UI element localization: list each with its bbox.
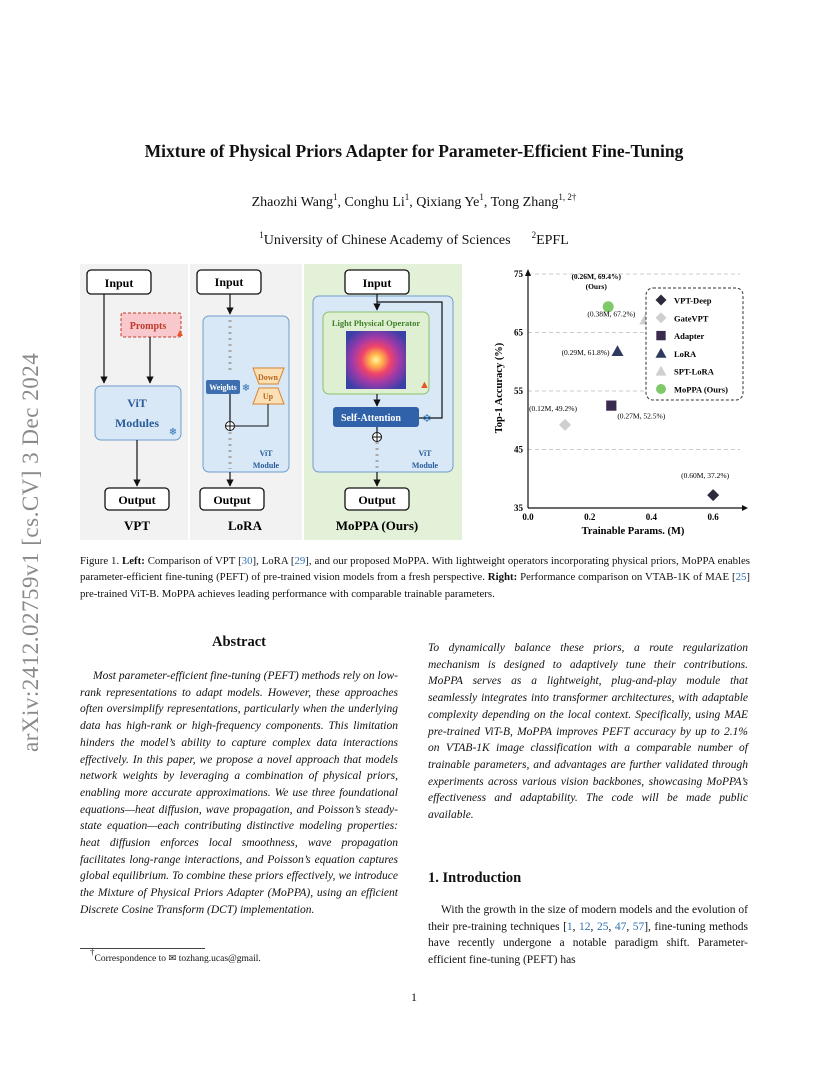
citation-link[interactable]: 12 (579, 920, 591, 933)
affiliation-name: University of Chinese Academy of Sciences (263, 233, 511, 248)
author-list: Zhaozhi Wang$^1$, Conghu Li$^1$, Qixiang Ye$^1$, Tong Zhang$^{1, 2\dagger}$ (251, 192, 577, 210)
affiliation-mark: 1 (259, 230, 264, 240)
intro-text: With the growth in the size of modern models and the evolution of their pre-training techniques [ (428, 904, 748, 933)
footnote-text: Correspondence to ✉ tozhang.ucas@gmail. (94, 954, 261, 964)
footnote (90, 947, 261, 964)
legend-entry: LoRA (674, 348, 697, 359)
abstract-continuation: To dynamically balance these priors, a route regularization mechanism is designed to adaptively tune their contributions. MoPPA serves as a lightweight, plug-and-play module that seamlessly integrates into transformer architectures, with adaptable complexity depending on the local context. Specifically, using MAE pre-trained ViT-B, MoPPA improves PEFT accuracy by up to 2.1% on VTAB-1K image classification with a comparable number of trainable parameters, and advantages are further validated through experiments across various vision backbones, showcasing MoPPA’s effectiveness and adaptability. The code will be made public available. (428, 642, 748, 822)
page-number: 1 (411, 990, 417, 1004)
y-axis-arrow (525, 269, 531, 276)
chart-x-tick-label: 0.2 (584, 512, 596, 522)
affiliation-list (0, 230, 828, 249)
moppa-title: MoPPA (Ours) (335, 518, 419, 533)
citation-link[interactable]: 25 (596, 920, 609, 933)
legend-entry: Adapter (674, 331, 705, 342)
vpt-title: VPT (124, 518, 150, 533)
fire-icon: ▲ (175, 328, 185, 339)
accuracy-params-chart (488, 264, 750, 540)
snowflake-icon: ❄ (422, 413, 432, 425)
chart-point (611, 345, 623, 356)
lora-module-label: Module (252, 461, 280, 470)
chart-data-label: (0.26M, 69.4%) (571, 271, 622, 281)
chart-point (559, 419, 571, 431)
chart-data-label: (0.29M, 61.8%) (561, 348, 610, 358)
legend-entry: VPT-Deep (674, 295, 712, 306)
x-axis-arrow (742, 505, 748, 511)
citation-link[interactable]: 29 (294, 555, 306, 567)
lora-down-label: Down (257, 373, 279, 382)
snowflake-icon: ❄ (168, 427, 178, 438)
moppa-vit-label: ViT (418, 449, 432, 458)
self-attention-label: Self-Attention (341, 413, 401, 424)
vpt-input-label: Input (104, 276, 134, 290)
chart-data-label: (Ours) (585, 281, 607, 291)
author-name: Zhaozhi Wang (251, 195, 334, 210)
caption-text: Comparison of VPT [ (147, 555, 242, 567)
caption-text: ] pre-trained ViT-B. MoPPA achieves leading performance with comparable trainable parameters. (80, 571, 750, 600)
moppa-output-label: Output (358, 493, 396, 507)
author-affiliation-mark: 1 (404, 192, 410, 202)
footnote-divider (80, 948, 205, 949)
moppa-input-label: Input (362, 276, 392, 290)
figure-caption (80, 553, 750, 602)
lora-vit-label: ViT (259, 449, 273, 458)
author-affiliation-mark: 1, 2† (558, 192, 577, 202)
citation-link[interactable]: 1 (566, 920, 573, 933)
author-affiliation-mark: 1 (333, 192, 338, 202)
author-name: Conghu Li (344, 195, 405, 210)
caption-text: ], and our proposed MoPPA. With lightweight operators incorporating physical priors, MoPPA enables parameter-efficient fine-tuning (PEFT) of pre-trained vision models from a fresh perspective. (80, 555, 751, 584)
lora-up-label: Up (262, 392, 274, 401)
paper-title: Mixture of Physical Priors Adapter for Parameter-Efficient Fine-Tuning (144, 141, 684, 161)
chart-y-tick-label: 35 (514, 503, 523, 513)
chart-data-label: (0.60M, 37.2%) (681, 471, 730, 481)
chart-data-label: (0.27M, 52.5%) (617, 411, 666, 421)
affiliation-name: EPFL (536, 233, 569, 248)
caption-prefix: Figure 1. (80, 555, 120, 567)
lora-output-label: Output (213, 493, 251, 507)
legend-entry: GateVPT (674, 313, 709, 324)
author-name: Tong Zhang (490, 195, 559, 210)
chart-x-tick-label: 0.6 (707, 512, 719, 522)
affiliation-mark: 2 (531, 230, 537, 240)
author-affiliation-mark: 1 (479, 192, 484, 202)
chart-point (707, 489, 719, 501)
chart-data-label: (0.38M, 67.2%) (587, 309, 636, 319)
citation-link[interactable]: 25 (735, 571, 747, 584)
footnote-mark: † (90, 947, 95, 957)
caption-right-label: Right: (487, 571, 518, 584)
chart-y-tick-label: 75 (514, 269, 523, 279)
chart-x-tick-label: 0.0 (522, 512, 534, 522)
chart-x-axis-label: Trainable Params. (M) (581, 526, 685, 537)
citation-link[interactable]: 47 (614, 920, 627, 933)
chart-data-label: (0.12M, 49.2%) (529, 403, 577, 413)
vpt-vit-label: ViT (127, 396, 147, 410)
citation-link[interactable]: 57 (632, 920, 645, 933)
chart-point (606, 401, 616, 411)
introduction-heading: 1. Introduction (428, 870, 522, 886)
abstract-body: Most parameter-efficient fine-tuning (PEFT) methods rely on low-rank representations to adapt models. However, these approaches often oversimplify representations, particularly when the underlying data has high-rank or high-frequency components. This limitation hinders the model’s ability to capture complex data interactions effectively. In this paper, we propose a novel approach that models network weights by leveraging a combination of physical priors, enabling more accurate approximations. We use three foundational equations—heat diffusion, wave propagation, and Poisson’s steady-state equation—each contributing distinctive modeling properties: heat diffusion enforces local smoothness, wave propagation facilitates long-range interactions, and Poisson’s equation captures global equilibrium. To combine these priors effectively, we introduce the Mixture of Physical Priors Adapter (MoPPA), using an efficient Discrete Cosine Transform (DCT) implementation. (80, 670, 398, 916)
legend-entry: SPT-LoRA (674, 366, 714, 377)
lora-weights-label: Weights (209, 383, 237, 392)
author-name: Qixiang Ye (416, 195, 480, 210)
legend-marker (656, 331, 665, 340)
vpt-output-label: Output (118, 493, 156, 507)
chart-y-tick-label: 55 (514, 386, 523, 396)
lora-title: LoRA (228, 518, 262, 533)
chart-y-tick-label: 65 (514, 327, 523, 338)
lora-input-label: Input (214, 275, 244, 289)
introduction-body: With the growth in the size of modern models and the evolution of their pre-training techniques [1, 12, 25, 47, 57], fine-tuning methods have recently undergone a notable paradigm shift. Parameter-efficient fine-tuning (PEFT) has (428, 904, 749, 967)
chart-y-tick-label: 45 (514, 444, 523, 455)
chart-x-tick-label: 0.4 (645, 512, 658, 522)
moppa-module-label: Module (411, 461, 439, 470)
light-physical-operator-label: Light Physical Operator (331, 318, 421, 328)
caption-text: ], LoRA [ (252, 555, 295, 567)
legend-entry: MoPPA (Ours) (674, 384, 728, 395)
legend-marker (656, 384, 666, 394)
abstract-heading: Abstract (212, 634, 266, 650)
caption-left-label: Left: (122, 555, 145, 567)
heat-map-image (346, 331, 406, 389)
citation-link[interactable]: 30 (241, 555, 253, 567)
arxiv-identifier: arXiv:2412.02759v1 [cs.CV] 3 Dec 2024 (18, 352, 43, 752)
fire-icon: ▲ (419, 379, 430, 391)
vpt-prompts-label: Prompts (129, 321, 167, 332)
intro-text: ], fine-tuning methods have recently undergone a notable paradigm shift. Parameter-efficient fine-tuning (PEFT) has (428, 920, 749, 967)
vpt-vit-label-2: Modules (114, 416, 160, 430)
architecture-diagram (80, 264, 462, 540)
caption-text: Performance comparison on VTAB-1K of MAE [ (520, 571, 736, 584)
snowflake-icon: ❄ (241, 383, 251, 394)
chart-y-axis-label: Top-1 Accuracy (%) (494, 342, 505, 434)
